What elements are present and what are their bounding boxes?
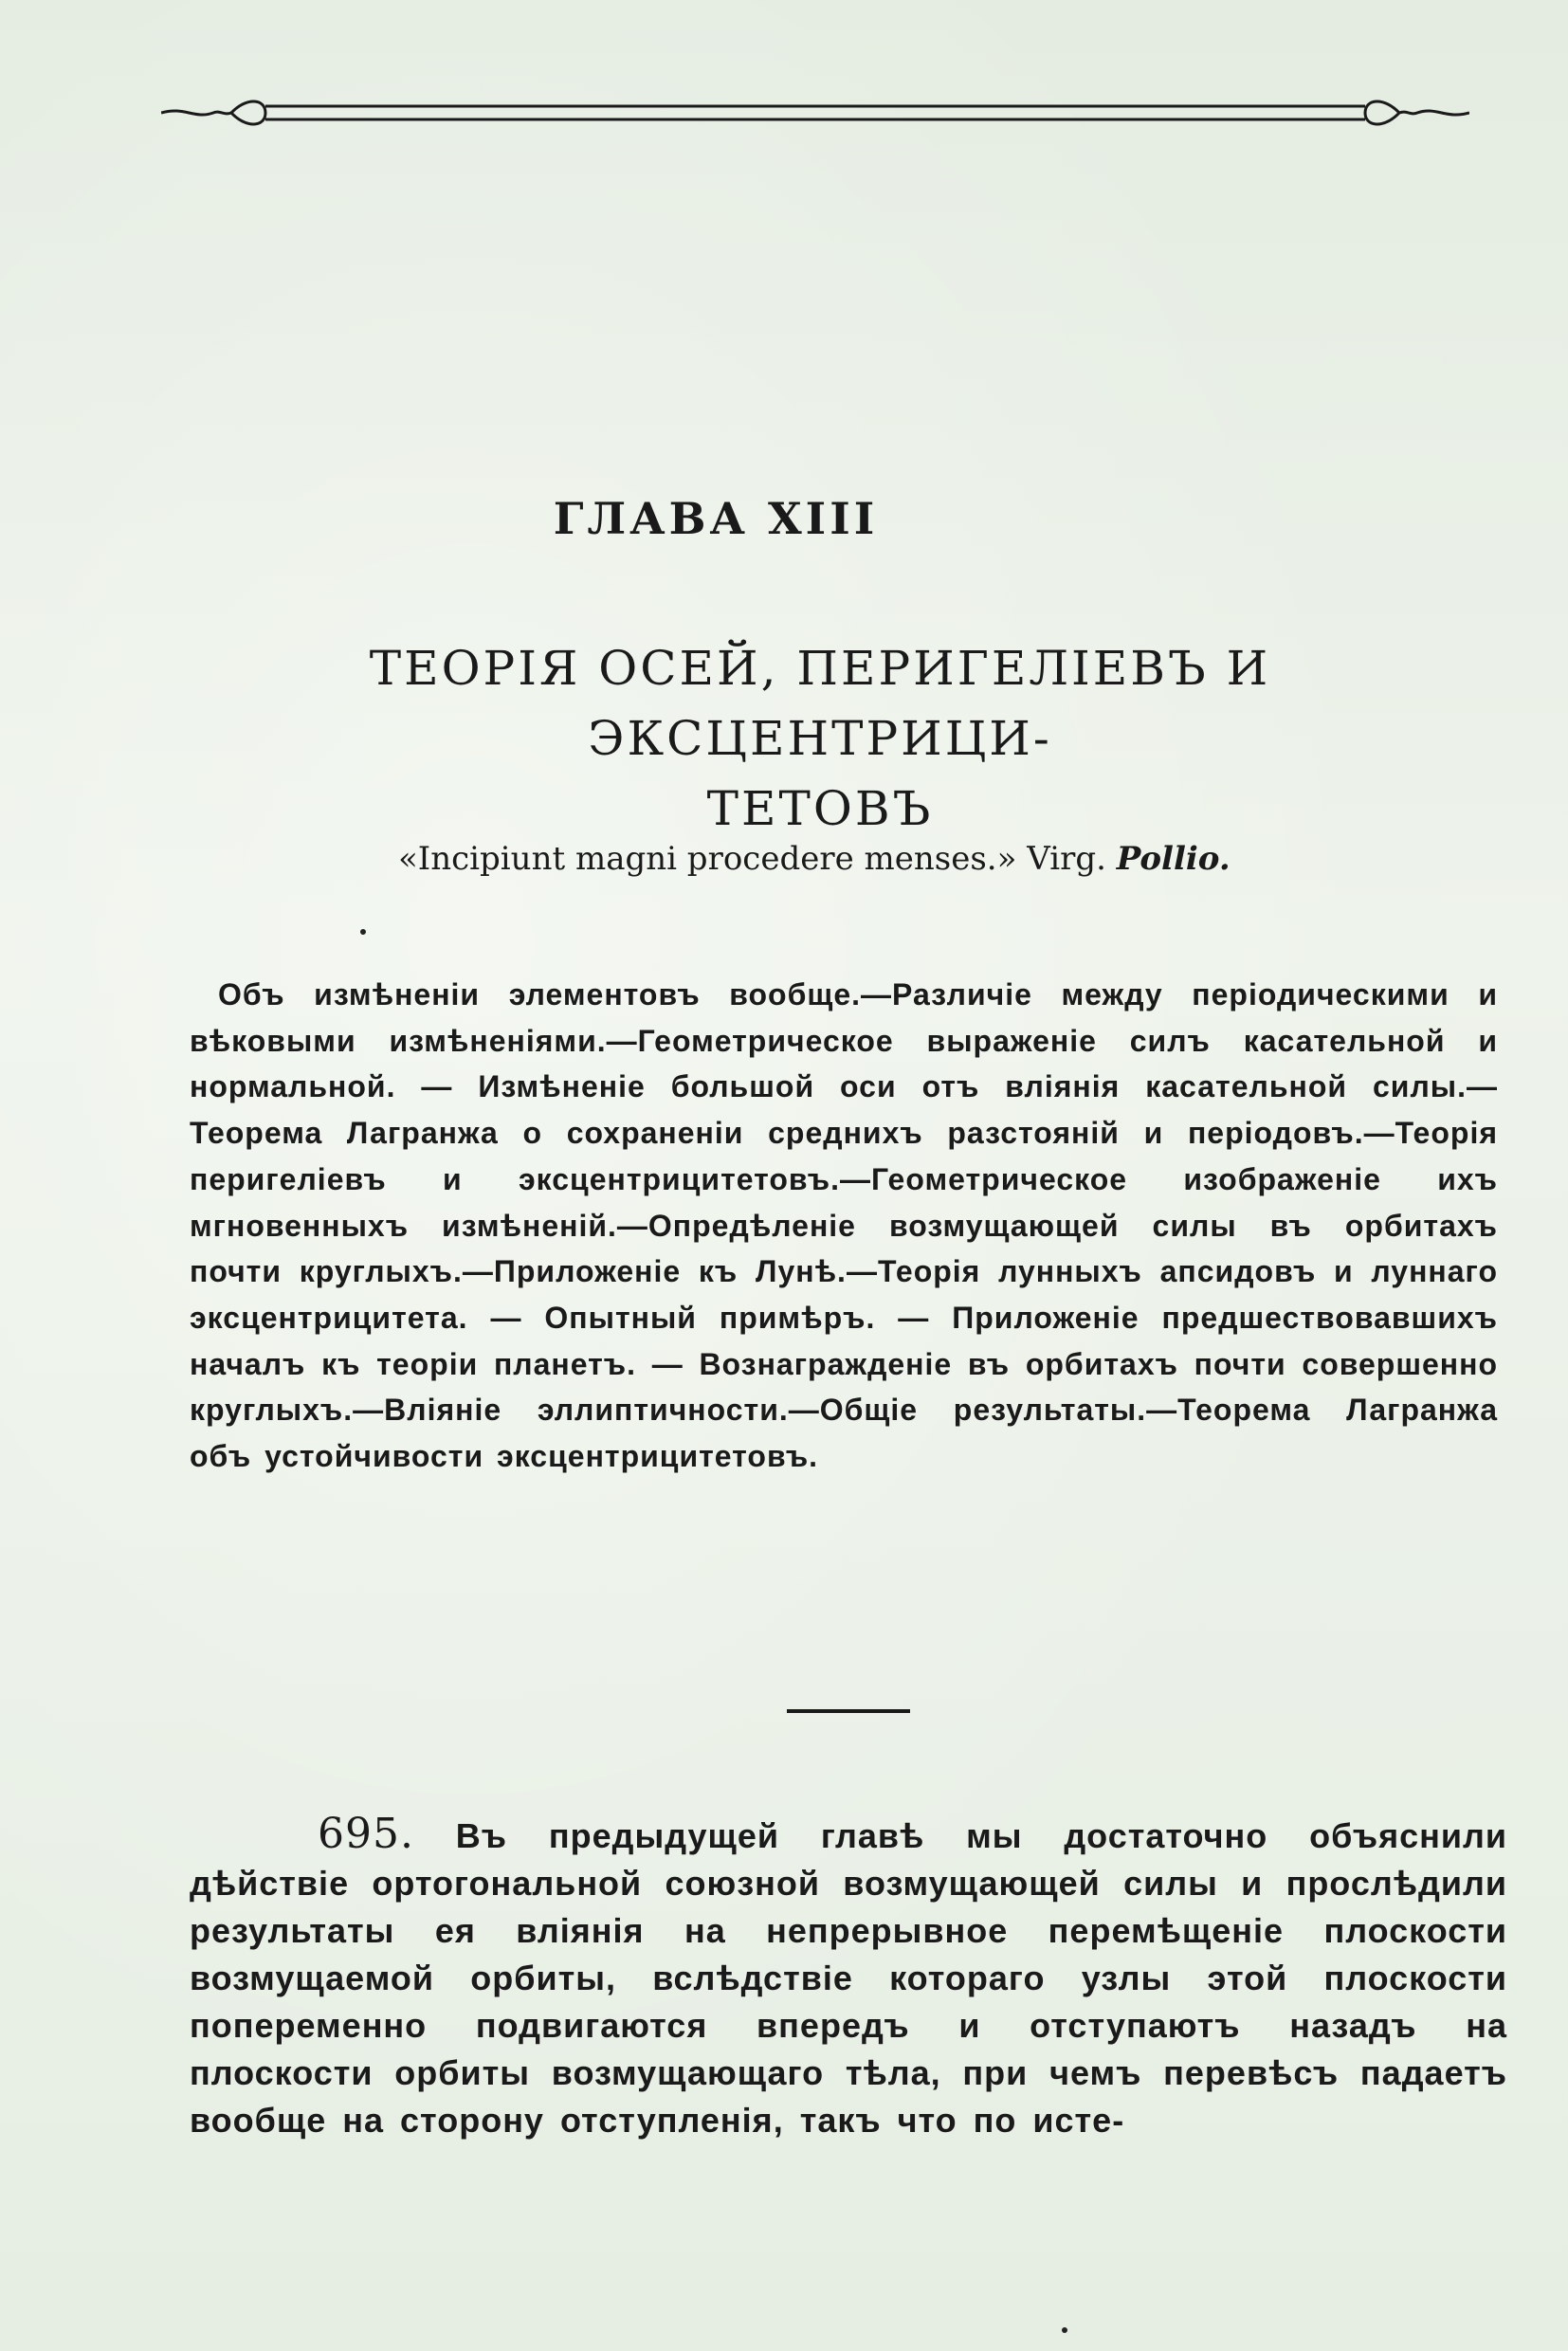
chapter-summary: Объ измѣненіи элементовъ вообще.—Различіе между періодическими и вѣковыми измѣненіями.—Геометрическое выраженіе силъ касательной и нормальной. — Измѣненіе большой оси отъ вліянія касательной силы.—Теорема Лагранжа о сохраненіи среднихъ разстояній и періодовъ.—Теорія перигеліевъ и эксцентрицитетовъ.—Геометрическое изображеніе ихъ мгновенныхъ измѣненій.—Опредѣленіе возмущающей силы въ орбитахъ почти круглыхъ.—Приложеніе къ Лунѣ.—Теорія лунныхъ апсидовъ и луннаго эксцентрицитета. — Опытный примѣръ. — Приложеніе предшествовавшихъ началъ къ теоріи планетъ. — Вознагражденіе въ орбитахъ почти совершенно круглыхъ.—Вліяніе эллиптичности.—Общіе результаты.—Теорема Лагранжа объ устойчивости эксцентрицитетовъ. [190, 977, 1498, 1474]
ink-speck [360, 929, 366, 935]
paragraph-text: Въ предыдущей главѣ мы достаточно объяснили дѣйствіе ортогональной союзной возмущающей силы и прослѣдили результаты ея вліянія на непрерывное перемѣщеніе плоскости возмущаемой орбиты, вслѣдствіе котораго узлы этой плоскости попеременно подвигаются впередъ и отступаютъ назадъ на плоскости орбиты возмущающаго тѣла, при чемъ перевѣсъ падаетъ вообще на сторону отступленія, такъ что по исте- [190, 1816, 1507, 2140]
epigraph-source: Virg. [1027, 840, 1106, 878]
epigraph [398, 840, 1441, 878]
chapter-heading: ГЛАВА XIII [553, 493, 879, 544]
chapter-title-line-2: ТЕТОВЪ [706, 781, 934, 836]
body-paragraph [190, 1811, 1507, 2144]
paragraph-number: 695. [318, 1810, 414, 1858]
header-ornament [161, 87, 1469, 135]
epigraph-work: Pollio. [1116, 840, 1231, 878]
chapter-title [190, 633, 1450, 844]
ink-speck [1062, 2327, 1067, 2333]
section-divider [787, 1709, 910, 1713]
chapter-title-line-1: ТЕОРІЯ ОСЕЙ, ПЕРИГЕЛІЕВЪ И ЭКСЦЕНТРИЦИ- [369, 641, 1271, 766]
epigraph-quote: «Incipiunt magni procedere menses.» [398, 840, 1017, 878]
